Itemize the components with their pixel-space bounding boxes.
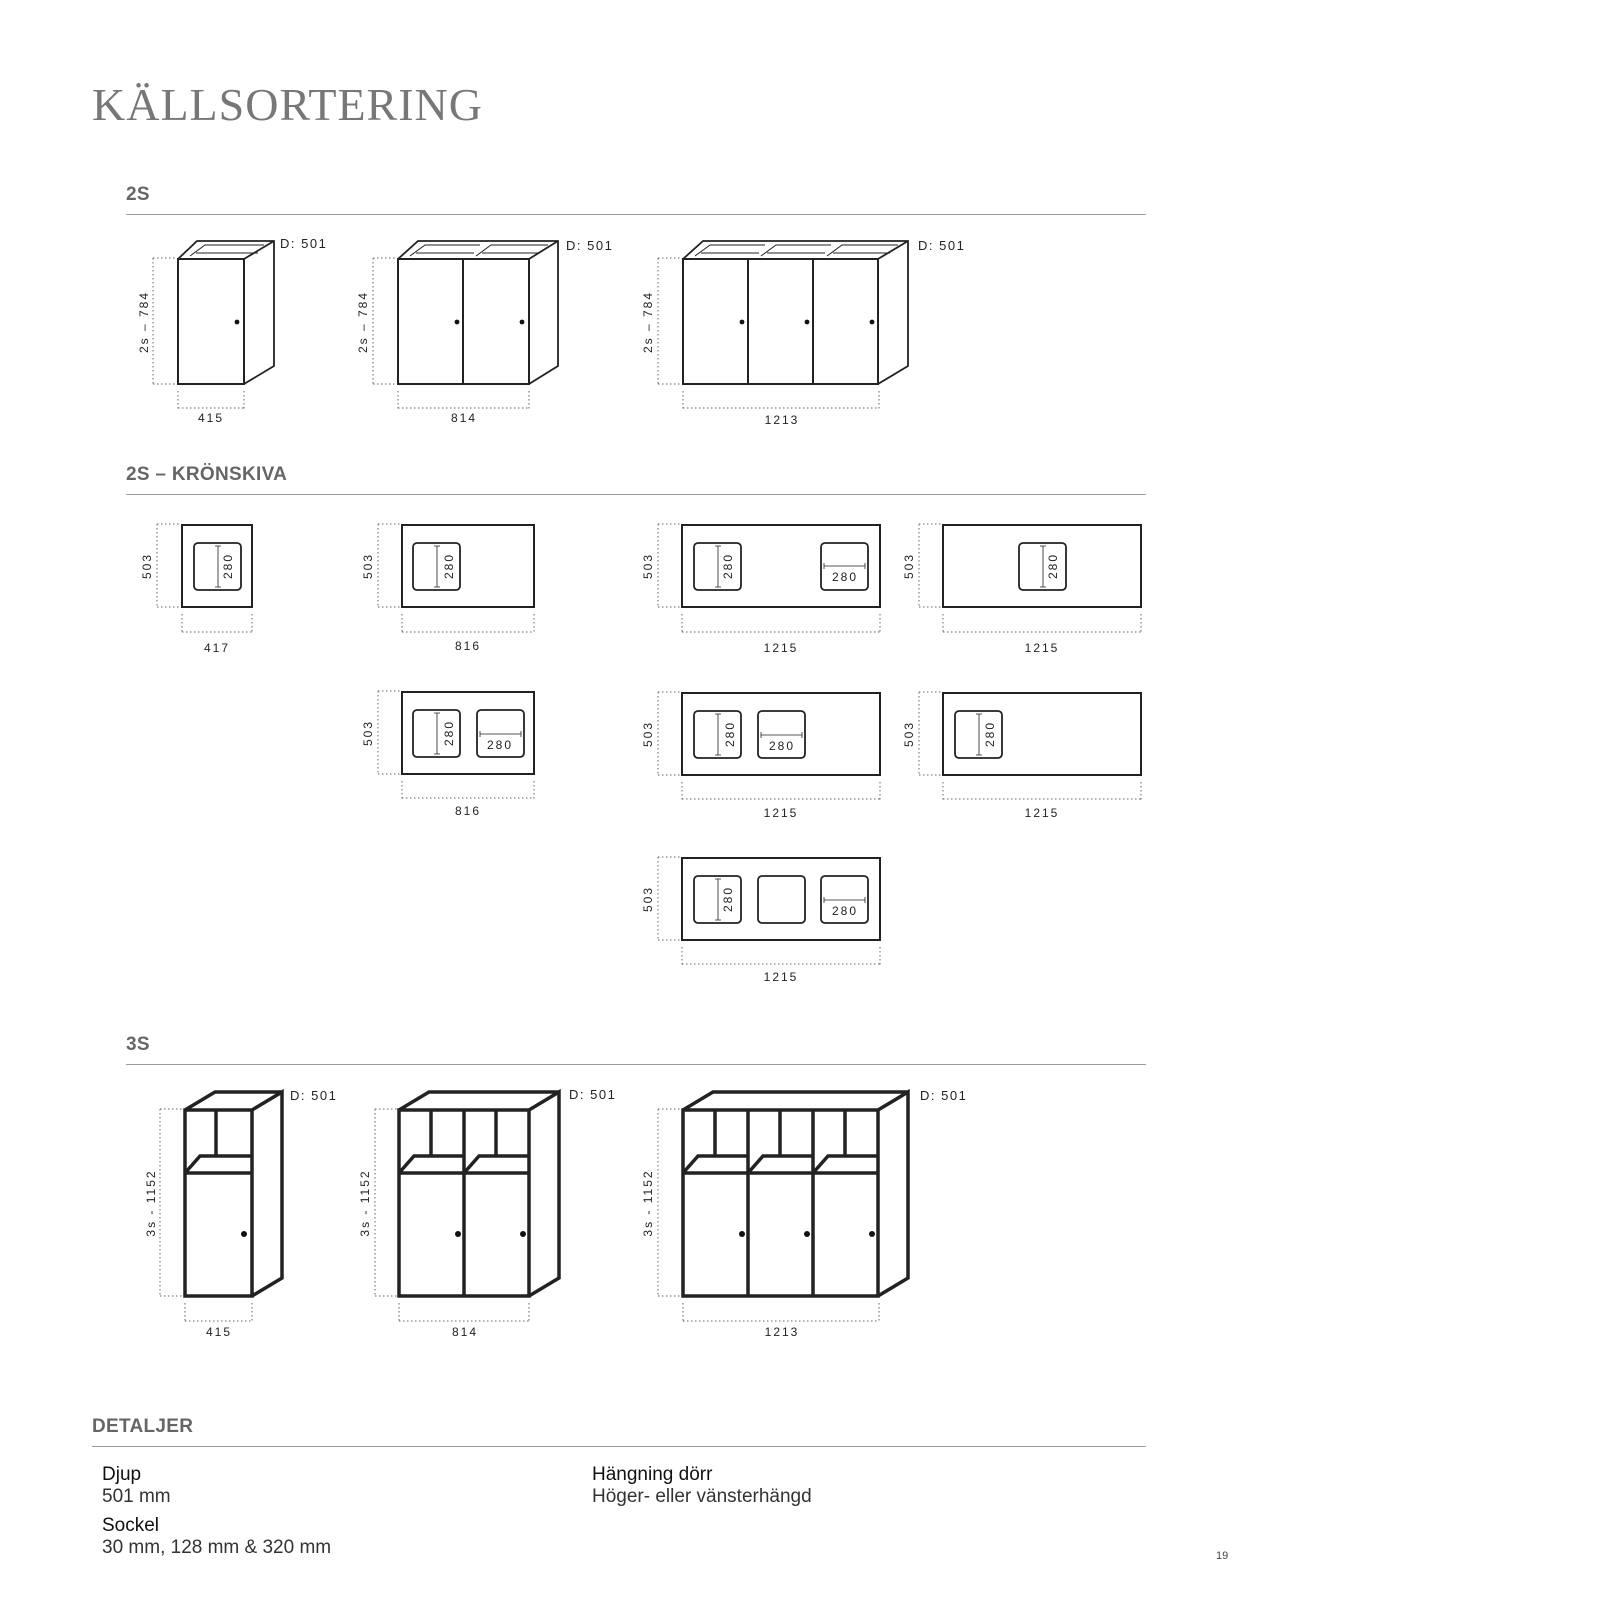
opening-dimension: 280 [723, 720, 737, 748]
section-heading-2s: 2S [126, 184, 1146, 215]
width-dimension: 1215 [763, 970, 799, 984]
cabinet-3s-double [375, 1092, 559, 1323]
detail-value-sockel: 30 mm, 128 mm & 320 mm [102, 1537, 332, 1558]
width-dimension: 1215 [763, 641, 799, 655]
depth-label: D: 501 [918, 238, 966, 253]
height-dimension: 3s - 1152 [358, 1169, 372, 1237]
opening-dimension: 280 [831, 904, 859, 918]
detail-value-djup: 501 mm [102, 1486, 171, 1507]
cabinet-3s-single [160, 1092, 282, 1323]
opening-dimension: 280 [721, 552, 735, 580]
height-dimension: 2s – 784 [641, 290, 655, 354]
opening-dimension: 280 [831, 570, 859, 584]
width-dimension: 1215 [1024, 641, 1060, 655]
opening-dimension: 280 [442, 719, 456, 747]
depth-dimension: 503 [140, 552, 154, 580]
width-dimension: 417 [203, 641, 231, 655]
width-dimension: 814 [450, 411, 478, 425]
height-dimension: 2s – 784 [137, 290, 151, 354]
depth-label: D: 501 [280, 236, 328, 251]
section-heading-kronskiva: 2S – KRÖNSKIVA [126, 464, 1146, 495]
opening-dimension: 280 [221, 552, 235, 580]
height-dimension: 3s - 1152 [144, 1169, 158, 1237]
top-plate-1215-one-opening-center [919, 524, 1141, 634]
opening-dimension: 280 [768, 739, 796, 753]
depth-label: D: 501 [566, 238, 614, 253]
detail-label-djup: Djup [102, 1464, 142, 1485]
depth-dimension: 503 [902, 552, 916, 580]
width-dimension: 816 [454, 804, 482, 818]
depth-label: D: 501 [569, 1087, 617, 1102]
opening-dimension: 280 [486, 738, 514, 752]
cabinet-2s-single [153, 241, 274, 410]
height-dimension: 2s – 784 [356, 290, 370, 354]
cabinet-3s-triple [658, 1092, 908, 1323]
width-dimension: 415 [205, 1325, 233, 1339]
width-dimension: 814 [451, 1325, 479, 1339]
depth-dimension: 503 [902, 720, 916, 748]
page-title: KÄLLSORTERING [92, 79, 483, 130]
opening-dimension: 280 [1046, 552, 1060, 580]
top-plate-816-one-opening [378, 524, 534, 634]
width-dimension: 415 [197, 411, 225, 425]
detail-label-sockel: Sockel [102, 1515, 160, 1536]
width-dimension: 816 [454, 639, 482, 653]
width-dimension: 1213 [764, 1325, 800, 1339]
cabinet-2s-triple [658, 241, 908, 410]
depth-dimension: 503 [641, 552, 655, 580]
detail-value-hangning: Höger- eller vänsterhängd [592, 1486, 812, 1507]
top-plate-1215-one-opening-left [919, 692, 1141, 801]
section-heading-3s: 3S [126, 1034, 1146, 1065]
section-heading-details: DETALJER [92, 1416, 1146, 1447]
depth-dimension: 503 [361, 552, 375, 580]
opening-dimension: 280 [983, 720, 997, 748]
page-number: 19 [1216, 1550, 1229, 1562]
opening-dimension: 280 [721, 885, 735, 913]
depth-dimension: 503 [361, 719, 375, 747]
depth-label: D: 501 [290, 1088, 338, 1103]
width-dimension: 1215 [1024, 806, 1060, 820]
cabinet-2s-double [373, 241, 558, 410]
depth-label: D: 501 [920, 1088, 968, 1103]
opening-dimension: 280 [442, 552, 456, 580]
depth-dimension: 503 [641, 885, 655, 913]
top-plate-417-one-opening [157, 524, 252, 634]
width-dimension: 1213 [764, 413, 800, 427]
detail-label-hangning: Hängning dörr [592, 1464, 713, 1485]
height-dimension: 3s - 1152 [641, 1169, 655, 1237]
width-dimension: 1215 [763, 806, 799, 820]
depth-dimension: 503 [641, 720, 655, 748]
